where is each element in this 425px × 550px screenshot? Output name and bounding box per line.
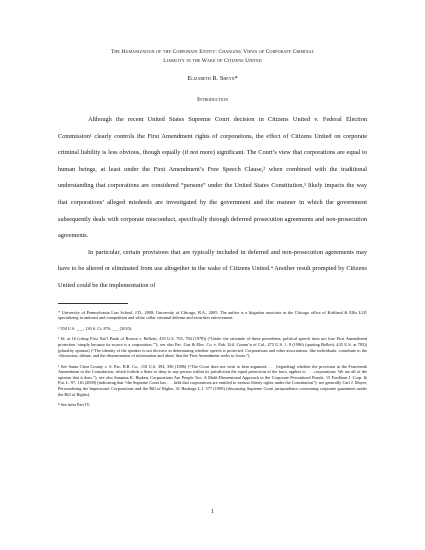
paper-title (58, 48, 367, 65)
footnote-author: * University of Pennsylvania Law School, J.D., 2008; University of Chicago, B.A., 2005. The author is a litigation associate in the Chicago office of Kirkland & Ellis LLP, specializing in antitrust and competition and white collar criminal defense and securities enforcement. (58, 309, 367, 321)
page-number: 1 (210, 508, 215, 515)
author-name: Elizabeth R. Sheyn* (187, 75, 238, 82)
section-heading: Introduction (196, 96, 228, 103)
footnote-1: ¹ 558 U.S. ___, 130 S. Ct. 876, ___ (2010). (58, 325, 133, 331)
footnote-divider (58, 303, 128, 304)
footnote-4: ⁴ See infra Part IV. (58, 402, 91, 408)
footnotes (58, 310, 367, 408)
paragraph-1: Although the recent United States Supreme Court decision in Citizens United v. Federal Election Commission¹ clearly controls the First Amendment rights of corporations, the effect of Citizens United on corporate criminal liability is less obvious, though equally (if not more) significant. The Court’s view that corporations are equal to human beings, at least under the First Amendment’s Free Speech Clause,² when combined with the traditional understanding that corporations are considered “persons” under the United States Constitution,³ likely impacts the way that corporations’ alleged misdeeds are investigated by the government and the manner in which the government subsequently deals with corporate misconduct, specifically through deferred prosecution agreements and non-prosecution agreements. (58, 116, 367, 240)
title-line-1: The Humanization of the Corporate Entity: Changing Views of Corporate Criminal (110, 49, 315, 55)
footnote-2: ² Id. at 16 (citing First Nat’l Bank of Boston v. Bellotti, 435 U.S. 765, 784 (1978)) (“Under the rationale of these precedents, political speech does not lose First Amendment protection ‘simply because its source is a corporation.’”); see also Pac. Gas & Elec. Co. v. Pub. Util. Comm’n of Cal., 475 U.S. 1, 8 (1986) (quoting Bellotti, 435 U.S. at 783)) (plurality opinion) (“The identity of the speaker is not decisive in determining whether speech is protected. Corporations and other associations, like individuals, contribute to the ‘discussion, debate, and the dissemination of information and ideas’ that the First Amendment seeks to foster.”). (58, 336, 367, 359)
body-text (58, 112, 367, 295)
title-line-2: Liability in the Wake of Citizens United (163, 57, 262, 64)
paragraph-2: In particular, certain provisions that are typically included in deferred and non-prosecution agreements may have to be altered or eliminated from use altogether in the wake of Citizens United.⁴ Another result prompted by Citizens United could be the implementation of (58, 248, 367, 289)
footnote-3: ³ See Santa Clara County v. S. Pac. R.R. Co., 118 U.S. 394, 396 (1886) (“The Court does not wish to hear argument . . . [regarding] whether the provision in the Fourteenth Amendment to the Constitution, which forbids a State to deny to any person within its jurisdiction the equal protection of the laws, applies to . . . corporations. We are all of the opinion that it does.”); see also Susanna K. Ripken, Corporations Are People Too: A Multi-Dimensional Approach to the Corporate Personhood Puzzle, 15 Fordham J. Corp. & Fin. L. 97, 116 (2009) (indicating that “the Supreme Court has . . . held that corporations are entitled to various liberty rights under the Constitution”); see generally Carl J. Mayer, Personalizing the Impersonal: Corporations and the Bill of Rights, 41 Hastings L.J. 577 (1990) (discussing Supreme Court jurisprudence concerning corporate guarantees under the Bill of Rights). (58, 363, 367, 397)
